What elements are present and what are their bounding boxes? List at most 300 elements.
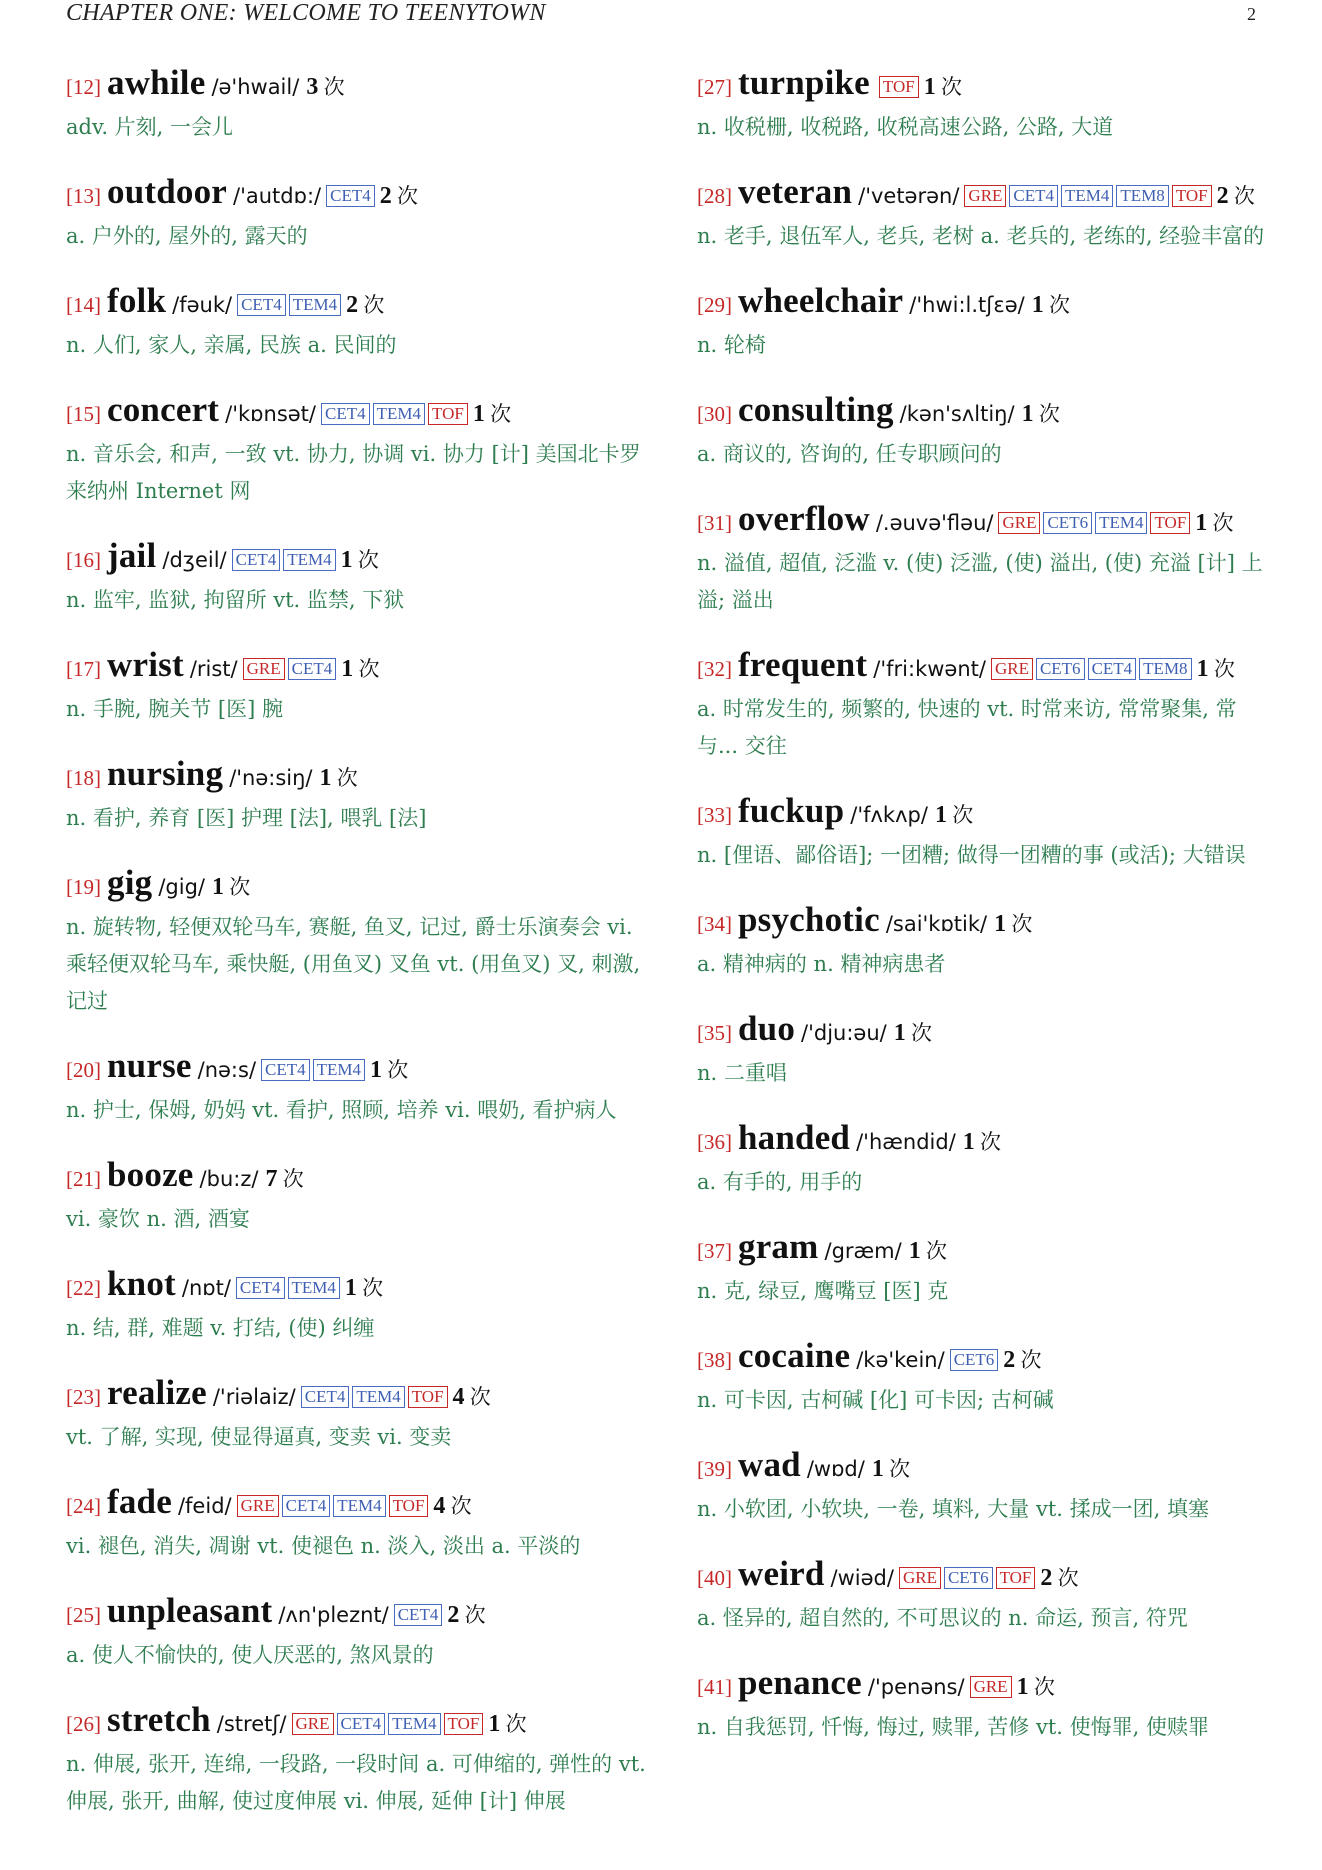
definition: vi. 褪色, 消失, 凋谢 vt. 使褪色 n. 淡入, 淡出 a. 平淡的 [66, 1534, 581, 1558]
count-unit: 次 [925, 1239, 947, 1263]
headword: gig [107, 863, 153, 902]
headword: realize [107, 1373, 207, 1412]
count-unit: 次 [940, 75, 962, 99]
exam-tag: GRE [237, 1495, 279, 1517]
headword: wheelchair [738, 281, 904, 320]
exam-tag: TEM8 [1139, 658, 1191, 680]
headword-line [697, 282, 1277, 327]
count-unit: 次 [1033, 1675, 1055, 1699]
phonetic: /ʌn'pleznt/ [278, 1603, 389, 1627]
count-unit: 次 [450, 1494, 472, 1518]
phonetic: /wiəd/ [830, 1566, 894, 1590]
count-unit: 次 [889, 1457, 911, 1481]
occurrence-count [1217, 184, 1255, 208]
occurrence-count [1032, 293, 1070, 317]
entry-index: [35] [697, 1021, 732, 1045]
definition: n. 监牢, 监狱, 拘留所 vt. 监禁, 下狱 [66, 588, 405, 612]
right-column [697, 64, 1277, 1773]
occurrence-count [473, 402, 511, 426]
headword: unpleasant [107, 1591, 273, 1630]
exam-tag: TEM4 [313, 1059, 365, 1081]
exam-tag: TOF [428, 403, 468, 425]
definition: n. 音乐会, 和声, 一致 vt. 协力, 协调 vi. 协力 [计] 美国北卡罗来纳州 Internet 网 [66, 442, 641, 503]
headword-line [66, 1265, 651, 1310]
phonetic: /'riəlaiz/ [212, 1385, 296, 1409]
phonetic: /nə:s/ [197, 1058, 257, 1082]
occurrence-count [447, 1603, 485, 1627]
count-unit: 次 [1233, 184, 1255, 208]
exam-tag: TOF [408, 1386, 448, 1408]
entry-index: [25] [66, 1603, 101, 1627]
count-number: 2 [1040, 1565, 1053, 1591]
definition: n. 结, 群, 难题 v. 打结, (使) 纠缠 [66, 1316, 375, 1340]
exam-tag: GRE [292, 1713, 334, 1735]
occurrence-count [994, 912, 1032, 936]
occurrence-count [1195, 511, 1233, 535]
vocab-entry [66, 1701, 651, 1820]
entry-index: [20] [66, 1058, 101, 1082]
vocab-entry [66, 391, 651, 510]
occurrence-count [380, 184, 418, 208]
headword: veteran [738, 172, 853, 211]
occurrence-count [894, 1021, 932, 1045]
headword: handed [738, 1118, 851, 1157]
headword-line [697, 1446, 1277, 1491]
occurrence-count [909, 1239, 947, 1263]
exam-tag: CET4 [1009, 185, 1058, 207]
count-unit: 次 [387, 1058, 409, 1082]
occurrence-count [341, 657, 379, 681]
headword-line [66, 173, 651, 218]
vocab-entry [66, 1265, 651, 1347]
headword: cocaine [738, 1336, 851, 1375]
exam-tag: CET6 [1043, 512, 1092, 534]
definition: n. 手腕, 腕关节 [医] 腕 [66, 697, 283, 721]
headword-line [66, 1047, 651, 1092]
headword-line [66, 391, 651, 436]
count-number: 1 [893, 1020, 906, 1046]
entry-index: [26] [66, 1712, 101, 1736]
vocab-entry [66, 1156, 651, 1238]
exam-tag: TEM4 [289, 294, 341, 316]
phonetic: /rist/ [189, 657, 238, 681]
count-number: 1 [1031, 292, 1044, 318]
headword: concert [107, 390, 220, 429]
definition: vi. 豪饮 n. 酒, 酒宴 [66, 1207, 250, 1231]
phonetic: /gig/ [158, 875, 205, 899]
entry-index: [19] [66, 875, 101, 899]
vocab-entry [66, 1592, 651, 1674]
occurrence-count [433, 1494, 471, 1518]
occurrence-count [341, 548, 379, 572]
headword-line [66, 282, 651, 327]
vocab-entry [697, 1337, 1277, 1419]
count-number: 7 [265, 1166, 278, 1192]
headword: consulting [738, 390, 894, 429]
exam-tag: TOF [996, 1567, 1036, 1589]
occurrence-count [265, 1167, 303, 1191]
page-header [66, 0, 1256, 30]
definition: n. 可卡因, 古柯碱 [化] 可卡因; 古柯碱 [697, 1388, 1054, 1412]
vocab-entry [66, 64, 651, 146]
definition: n. 伸展, 张开, 连绵, 一段路, 一段时间 a. 可伸缩的, 弹性的 vt. 伸展, 张开, 曲解, 使过度伸展 vi. 伸展, 延伸 [计] 伸展 [66, 1752, 646, 1813]
occurrence-count [872, 1457, 910, 1481]
definition: n. 溢值, 超值, 泛滥 v. (使) 泛滥, (使) 溢出, (使) 充溢 [计] 上溢; 溢出 [697, 551, 1263, 612]
headword-line [697, 646, 1277, 691]
headword-line [66, 1156, 651, 1201]
phonetic: /'fri:kwənt/ [873, 657, 986, 681]
headword: gram [738, 1227, 819, 1266]
vocab-entry [66, 1483, 651, 1565]
phonetic: /græm/ [824, 1239, 902, 1263]
definition: n. [俚语、鄙俗语]; 一团糟; 做得一团糟的事 (或活); 大错误 [697, 843, 1246, 867]
vocab-entry [66, 755, 651, 837]
exam-tag: CET6 [950, 1349, 999, 1371]
entry-index: [31] [697, 511, 732, 535]
definition: n. 老手, 退伍军人, 老兵, 老树 a. 老兵的, 老练的, 经验丰富的 [697, 224, 1265, 248]
phonetic: /'autdɒ:/ [233, 184, 322, 208]
vocab-entry [697, 901, 1277, 983]
headword-line [697, 1119, 1277, 1164]
count-unit: 次 [1038, 402, 1060, 426]
count-unit: 次 [336, 766, 358, 790]
occurrence-count [1040, 1566, 1078, 1590]
vocab-entry [697, 1664, 1277, 1746]
exam-tag: TOF [879, 76, 919, 98]
headword: psychotic [738, 900, 880, 939]
exam-tag: GRE [243, 658, 285, 680]
exam-tag: CET6 [944, 1567, 993, 1589]
count-number: 1 [923, 74, 936, 100]
exam-tag: CET4 [337, 1713, 386, 1735]
exam-tag: GRE [899, 1567, 941, 1589]
definition: vt. 了解, 实现, 使显得逼真, 变卖 vi. 变卖 [66, 1425, 452, 1449]
exam-tag: CET4 [394, 1604, 443, 1626]
vocab-entry [66, 173, 651, 255]
phonetic: /stretʃ/ [216, 1712, 287, 1736]
occurrence-count [1017, 1675, 1055, 1699]
vocab-entry [697, 391, 1277, 473]
count-unit: 次 [323, 75, 345, 99]
headword: stretch [107, 1700, 211, 1739]
count-unit: 次 [1011, 912, 1033, 936]
vocab-entry [66, 282, 651, 364]
count-number: 3 [306, 74, 319, 100]
definition: a. 使人不愉快的, 使人厌恶的, 煞风景的 [66, 1643, 434, 1667]
phonetic: /'fʌkʌp/ [850, 803, 928, 827]
entry-index: [34] [697, 912, 732, 936]
count-number: 1 [1021, 401, 1034, 427]
count-number: 1 [472, 401, 485, 427]
occurrence-count [1003, 1348, 1041, 1372]
count-unit: 次 [282, 1167, 304, 1191]
headword: awhile [107, 63, 206, 102]
count-number: 4 [433, 1493, 446, 1519]
entry-index: [27] [697, 75, 732, 99]
phonetic: /wɒd/ [806, 1457, 865, 1481]
phonetic: /bu:z/ [199, 1167, 259, 1191]
exam-tag: CET4 [261, 1059, 310, 1081]
headword: folk [107, 281, 167, 320]
count-number: 2 [379, 183, 392, 209]
phonetic: /sai'kɒtik/ [885, 912, 988, 936]
headword: weird [738, 1554, 825, 1593]
headword-line [66, 1374, 651, 1419]
headword: penance [738, 1663, 862, 1702]
headword-line [697, 792, 1277, 837]
count-unit: 次 [505, 1712, 527, 1736]
exam-tag: CET4 [237, 294, 286, 316]
definition: n. 人们, 家人, 亲属, 民族 a. 民间的 [66, 333, 397, 357]
exam-tag: GRE [991, 658, 1033, 680]
headword-line [697, 1664, 1277, 1709]
phonetic: /.əuvə'fləu/ [875, 511, 994, 535]
exam-tag: CET4 [326, 185, 375, 207]
definition: n. 克, 绿豆, 鹰嘴豆 [医] 克 [697, 1279, 949, 1303]
headword-line [66, 64, 651, 109]
occurrence-count [963, 1130, 1001, 1154]
entry-index: [17] [66, 657, 101, 681]
exam-tag: TEM4 [352, 1386, 404, 1408]
count-unit: 次 [464, 1603, 486, 1627]
count-number: 1 [1195, 510, 1208, 536]
count-number: 1 [994, 911, 1007, 937]
entry-index: [23] [66, 1385, 101, 1409]
headword-line [697, 173, 1277, 218]
vocab-entry [66, 537, 651, 619]
headword: overflow [738, 499, 870, 538]
phonetic: /'nə:siŋ/ [229, 766, 313, 790]
count-unit: 次 [952, 803, 974, 827]
headword: booze [107, 1155, 194, 1194]
occurrence-count [488, 1712, 526, 1736]
count-number: 1 [908, 1238, 921, 1264]
count-unit: 次 [1048, 293, 1070, 317]
definition: n. 自我惩罚, 忏悔, 悔过, 赎罪, 苦修 vt. 使悔罪, 使赎罪 [697, 1715, 1209, 1739]
definition: n. 轮椅 [697, 333, 766, 357]
occurrence-count [345, 1276, 383, 1300]
count-number: 1 [319, 765, 332, 791]
exam-tag: TOF [1150, 512, 1190, 534]
count-number: 4 [452, 1384, 465, 1410]
definition: n. 看护, 养育 [医] 护理 [法], 喂乳 [法] [66, 806, 427, 830]
entry-index: [15] [66, 402, 101, 426]
occurrence-count [346, 293, 384, 317]
phonetic: /nɒt/ [181, 1276, 231, 1300]
headword-line [66, 755, 651, 800]
count-unit: 次 [1212, 511, 1234, 535]
exam-tag: CET4 [321, 403, 370, 425]
exam-tag: CET4 [232, 549, 281, 571]
phonetic: /feid/ [177, 1494, 232, 1518]
count-number: 1 [934, 802, 947, 828]
count-number: 1 [962, 1129, 975, 1155]
headword-line [697, 500, 1277, 545]
exam-tag: TEM4 [333, 1495, 385, 1517]
count-unit: 次 [229, 875, 251, 899]
exam-tag: GRE [970, 1676, 1012, 1698]
count-unit: 次 [910, 1021, 932, 1045]
entry-index: [30] [697, 402, 732, 426]
occurrence-count [320, 766, 358, 790]
headword-line [697, 1228, 1277, 1273]
count-unit: 次 [358, 657, 380, 681]
exam-tag: TEM4 [1061, 185, 1113, 207]
entry-index: [36] [697, 1130, 732, 1154]
definition: n. 收税栅, 收税路, 收税高速公路, 公路, 大道 [697, 115, 1114, 139]
entry-index: [41] [697, 1675, 732, 1699]
headword-line [66, 864, 651, 909]
headword: wrist [107, 645, 184, 684]
entry-index: [29] [697, 293, 732, 317]
entry-index: [28] [697, 184, 732, 208]
entry-index: [18] [66, 766, 101, 790]
definition: n. 小软团, 小软块, 一卷, 填料, 大量 vt. 揉成一团, 填塞 [697, 1497, 1209, 1521]
occurrence-count [370, 1058, 408, 1082]
vocab-entry [697, 1446, 1277, 1528]
exam-tag: CET4 [301, 1386, 350, 1408]
count-number: 2 [1216, 183, 1229, 209]
phonetic: /'vetərən/ [858, 184, 960, 208]
exam-tag: TEM4 [288, 1277, 340, 1299]
phonetic: /ə'hwail/ [211, 75, 300, 99]
vocab-entry [697, 646, 1277, 765]
occurrence-count [1197, 657, 1235, 681]
count-number: 1 [341, 656, 354, 682]
count-unit: 次 [396, 184, 418, 208]
vocab-entry [697, 792, 1277, 874]
vocab-entry [697, 282, 1277, 364]
count-number: 2 [1003, 1347, 1016, 1373]
headword: jail [107, 536, 157, 575]
count-number: 1 [340, 547, 353, 573]
vocab-entry [66, 864, 651, 1020]
definition: a. 户外的, 屋外的, 露天的 [66, 224, 308, 248]
headword: nursing [107, 754, 224, 793]
headword-line [697, 64, 1277, 109]
occurrence-count [935, 803, 973, 827]
count-unit: 次 [469, 1385, 491, 1409]
phonetic: /'hwi:l.tʃɛə/ [909, 293, 1025, 317]
exam-tag: TEM4 [388, 1713, 440, 1735]
vocab-entry [697, 1555, 1277, 1637]
vocab-entry [66, 1047, 651, 1129]
phonetic: /'dju:əu/ [801, 1021, 887, 1045]
definition: a. 怪异的, 超自然的, 不可思议的 n. 命运, 预言, 符咒 [697, 1606, 1188, 1630]
headword: turnpike [738, 63, 870, 102]
exam-tag: TEM4 [283, 549, 335, 571]
count-unit: 次 [362, 1276, 384, 1300]
occurrence-count [924, 75, 962, 99]
count-unit: 次 [363, 293, 385, 317]
count-number: 1 [1196, 656, 1209, 682]
left-column [66, 64, 651, 1847]
exam-tag: TOF [389, 1495, 429, 1517]
count-unit: 次 [1213, 657, 1235, 681]
entry-index: [37] [697, 1239, 732, 1263]
headword: knot [107, 1264, 176, 1303]
exam-tag: GRE [964, 185, 1006, 207]
vocab-entry [697, 173, 1277, 255]
definition: a. 有手的, 用手的 [697, 1170, 863, 1194]
count-number: 1 [871, 1456, 884, 1482]
chapter-title: CHAPTER ONE: WELCOME TO TEENYTOWN [66, 0, 546, 26]
exam-tag: TEM4 [1095, 512, 1147, 534]
entry-index: [33] [697, 803, 732, 827]
headword-line [697, 391, 1277, 436]
count-number: 1 [344, 1275, 357, 1301]
vocab-entry [697, 1010, 1277, 1092]
exam-tag: CET4 [236, 1277, 285, 1299]
entry-index: [40] [697, 1566, 732, 1590]
phonetic: /kə'kein/ [856, 1348, 945, 1372]
headword-line [66, 1483, 651, 1528]
headword-line [697, 1010, 1277, 1055]
phonetic: /fəuk/ [172, 293, 233, 317]
occurrence-count [306, 75, 344, 99]
definition: n. 二重唱 [697, 1061, 787, 1085]
headword: duo [738, 1009, 796, 1048]
phonetic: /'hændid/ [856, 1130, 956, 1154]
definition: a. 商议的, 咨询的, 任专职顾问的 [697, 442, 1002, 466]
occurrence-count [212, 875, 250, 899]
count-number: 1 [211, 874, 224, 900]
vocab-entry [66, 1374, 651, 1456]
entry-index: [12] [66, 75, 101, 99]
occurrence-count [1022, 402, 1060, 426]
definition: n. 旋转物, 轻便双轮马车, 赛艇, 鱼叉, 记过, 爵士乐演奏会 vi. 乘轻便双轮马车, 乘快艇, (用鱼叉) 叉鱼 vt. (用鱼叉) 叉, 刺激, 记过 [66, 915, 641, 1013]
vocab-entry [66, 646, 651, 728]
headword-line [697, 901, 1277, 946]
exam-tag: TEM4 [373, 403, 425, 425]
count-unit: 次 [357, 548, 379, 572]
entry-index: [13] [66, 184, 101, 208]
headword-line [697, 1555, 1277, 1600]
count-unit: 次 [980, 1130, 1002, 1154]
headword-line [66, 537, 651, 582]
count-number: 2 [447, 1602, 460, 1628]
occurrence-count [453, 1385, 491, 1409]
headword: wad [738, 1445, 801, 1484]
count-number: 2 [346, 292, 359, 318]
headword-line [66, 1701, 651, 1746]
vocab-entry [697, 1119, 1277, 1201]
definition: n. 护士, 保姆, 奶妈 vt. 看护, 照顾, 培养 vi. 喂奶, 看护病人 [66, 1098, 617, 1122]
exam-tag: GRE [998, 512, 1040, 534]
exam-tag: TOF [444, 1713, 484, 1735]
definition: a. 时常发生的, 频繁的, 快速的 vt. 时常来访, 常常聚集, 常与... 交往 [697, 697, 1237, 758]
headword: outdoor [107, 172, 228, 211]
vocab-entry [697, 500, 1277, 619]
headword-line [66, 646, 651, 691]
count-number: 1 [370, 1057, 383, 1083]
exam-tag: TEM8 [1116, 185, 1168, 207]
page-number: 2 [1247, 4, 1256, 24]
count-number: 1 [488, 1711, 501, 1737]
vocab-entry [697, 64, 1277, 146]
count-number: 1 [1016, 1674, 1029, 1700]
count-unit: 次 [1057, 1566, 1079, 1590]
headword: frequent [738, 645, 868, 684]
exam-tag: CET4 [1088, 658, 1137, 680]
entry-index: [24] [66, 1494, 101, 1518]
headword: nurse [107, 1046, 192, 1085]
phonetic: /kən'sʌltiŋ/ [899, 402, 1015, 426]
vocab-entry [697, 1228, 1277, 1310]
entry-index: [16] [66, 548, 101, 572]
exam-tag: TOF [1172, 185, 1212, 207]
exam-tag: CET6 [1036, 658, 1085, 680]
